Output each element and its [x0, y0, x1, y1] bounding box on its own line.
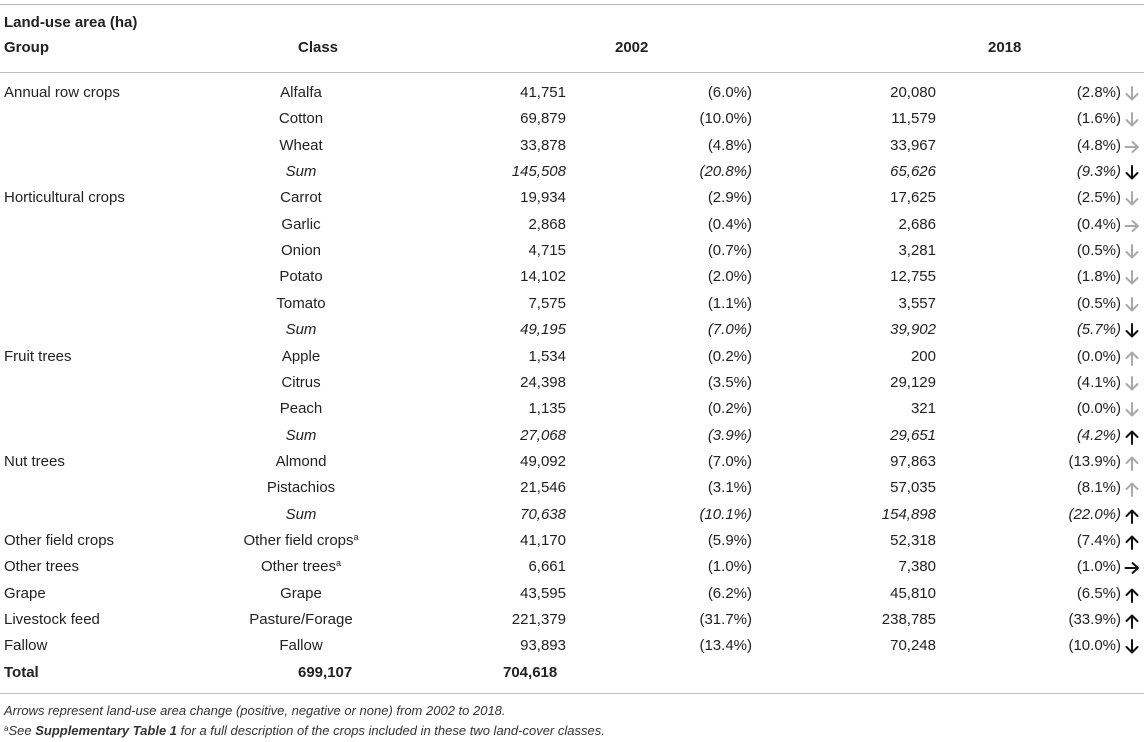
- share-2002: (3.1%): [707, 479, 752, 496]
- class-name: Pistachios: [266, 479, 336, 496]
- share-2018: (0.5%): [1076, 295, 1121, 312]
- share-2002: (3.5%): [707, 374, 752, 391]
- arrow-down-icon: [1123, 190, 1141, 208]
- area-2002: 4,715: [528, 242, 566, 259]
- area-2002: 93,893: [520, 637, 566, 654]
- row-class-label: [218, 532, 384, 550]
- area-2002: 27,068: [520, 427, 566, 444]
- row-group-label: Fruit trees: [4, 348, 72, 365]
- share-2002: (6.2%): [707, 585, 752, 602]
- row-group-label: Nut trees: [4, 453, 65, 470]
- area-2018: 17,625: [890, 189, 936, 206]
- share-2002: (0.7%): [707, 242, 752, 259]
- share-2002: (5.9%): [707, 532, 752, 549]
- share-2018: (13.9%): [1068, 453, 1121, 470]
- table-title: Land-use area (ha): [4, 14, 138, 31]
- class-name: Pasture/Forage: [249, 611, 353, 628]
- area-2018: 12,755: [890, 268, 936, 285]
- share-2002: (0.2%): [707, 348, 752, 365]
- arrow-up-icon: [1123, 349, 1141, 367]
- class-name: Sum: [285, 427, 317, 444]
- footnote-arrows: Arrows represent land-use area change (positive, negative or none) from 2002 to 2018.: [4, 703, 506, 718]
- total-label: Total: [4, 664, 39, 681]
- area-2002: 24,398: [520, 374, 566, 391]
- arrow-up-icon: [1123, 454, 1141, 472]
- bottom-rule: [0, 693, 1144, 694]
- row-class-label: [218, 295, 384, 313]
- arrow-up-icon: [1123, 428, 1141, 446]
- share-2018: (0.5%): [1076, 242, 1121, 259]
- arrow-down-icon: [1123, 85, 1141, 103]
- footnote-a-prefix: See: [8, 723, 36, 738]
- share-2002: (20.8%): [699, 163, 752, 180]
- arrow-down-icon: [1123, 638, 1141, 656]
- area-2002: 221,379: [511, 611, 566, 628]
- share-2002: (1.0%): [707, 558, 752, 575]
- share-2002: (1.1%): [707, 295, 752, 312]
- class-name: Citrus: [281, 374, 321, 391]
- footnote-a-suffix: for a full description of the crops included in these two land-cover classes.: [177, 723, 605, 738]
- area-2002: 7,575: [528, 295, 566, 312]
- class-name: Cotton: [278, 110, 324, 127]
- arrow-up-icon: [1123, 480, 1141, 498]
- arrow-down-icon: [1123, 296, 1141, 314]
- share-2018: (1.0%): [1076, 558, 1121, 575]
- row-class-label: [218, 242, 384, 260]
- area-2002: 6,661: [528, 558, 566, 575]
- area-2018: 97,863: [890, 453, 936, 470]
- header-2018: 2018: [988, 39, 1022, 56]
- share-2018: (33.9%): [1068, 611, 1121, 628]
- arrow-down-icon: [1123, 401, 1141, 419]
- class-name: Grape: [280, 585, 322, 602]
- area-2018: 321: [910, 400, 936, 417]
- area-2018: 29,651: [890, 427, 936, 444]
- class-name: Tomato: [276, 295, 326, 312]
- area-2018: 200: [910, 348, 936, 365]
- share-2002: (2.0%): [707, 268, 752, 285]
- area-2018: 2,686: [898, 216, 936, 233]
- area-2018: 65,626: [890, 163, 936, 180]
- class-name: Garlic: [281, 216, 321, 233]
- share-2002: (0.2%): [707, 400, 752, 417]
- class-name: Potato: [279, 268, 323, 285]
- class-name: Almond: [275, 453, 327, 470]
- row-class-label: [218, 348, 384, 366]
- share-2018: (2.5%): [1076, 189, 1121, 206]
- footnote-a: [4, 723, 605, 738]
- header-2002: 2002: [615, 39, 649, 56]
- row-group-label: Livestock feed: [4, 611, 100, 628]
- row-class-label: [218, 110, 384, 128]
- area-2018: 154,898: [881, 506, 936, 523]
- area-2002: 1,135: [528, 400, 566, 417]
- footnote-a-marker: a: [4, 724, 9, 733]
- row-class-label: [218, 400, 384, 418]
- area-2002: 2,868: [528, 216, 566, 233]
- header-rule: [0, 72, 1144, 73]
- share-2002: (10.0%): [699, 110, 752, 127]
- row-group-label: Annual row crops: [4, 84, 120, 101]
- area-2002: 33,878: [520, 137, 566, 154]
- share-2002: (3.9%): [707, 427, 752, 444]
- class-name: Fallow: [279, 637, 323, 654]
- share-2018: (4.8%): [1076, 137, 1121, 154]
- share-2002: (0.4%): [707, 216, 752, 233]
- share-2002: (6.0%): [707, 84, 752, 101]
- row-class-label: [218, 558, 384, 576]
- area-2002: 19,934: [520, 189, 566, 206]
- row-class-label: [218, 479, 384, 497]
- row-group-label: Fallow: [4, 637, 48, 654]
- footnote-marker: a: [336, 558, 342, 568]
- row-class-label: [218, 189, 384, 207]
- arrow-up-icon: [1123, 586, 1141, 604]
- top-rule: [0, 4, 1144, 5]
- share-2018: (1.8%): [1076, 268, 1121, 285]
- class-name: Carrot: [280, 189, 322, 206]
- area-2002: 43,595: [520, 585, 566, 602]
- area-2018: 45,810: [890, 585, 936, 602]
- share-2002: (4.8%): [707, 137, 752, 154]
- class-name: Peach: [279, 400, 323, 417]
- area-2018: 52,318: [890, 532, 936, 549]
- header-class: Class: [298, 39, 339, 56]
- area-2002: 14,102: [520, 268, 566, 285]
- class-name: Other field crops: [243, 532, 354, 549]
- class-name: Sum: [285, 163, 317, 180]
- share-2018: (0.0%): [1076, 400, 1121, 417]
- area-2018: 29,129: [890, 374, 936, 391]
- share-2018: (8.1%): [1076, 479, 1121, 496]
- row-class-label: [218, 427, 384, 445]
- row-class-label: [218, 506, 384, 524]
- area-2018: 70,248: [890, 637, 936, 654]
- arrow-down-icon: [1123, 111, 1141, 129]
- arrow-down-icon: [1123, 322, 1141, 340]
- header-group: Group: [4, 39, 49, 56]
- class-name: Onion: [280, 242, 322, 259]
- total-2018: 704,618: [503, 664, 558, 681]
- total-2002: 699,107: [298, 664, 353, 681]
- share-2002: (7.0%): [707, 321, 752, 338]
- row-class-label: [218, 137, 384, 155]
- footnote-marker: a: [353, 532, 359, 542]
- arrow-right-icon: [1123, 138, 1141, 156]
- area-2002: 145,508: [511, 163, 566, 180]
- class-name: Sum: [285, 321, 317, 338]
- row-group-label: Other field crops: [4, 532, 115, 549]
- area-2002: 1,534: [528, 348, 566, 365]
- area-2018: 20,080: [890, 84, 936, 101]
- class-name: Apple: [281, 348, 321, 365]
- share-2002: (7.0%): [707, 453, 752, 470]
- area-2018: 57,035: [890, 479, 936, 496]
- area-2002: 41,751: [520, 84, 566, 101]
- arrow-down-icon: [1123, 164, 1141, 182]
- supplementary-table-link[interactable]: Supplementary Table 1: [35, 723, 178, 738]
- area-2018: 39,902: [890, 321, 936, 338]
- row-class-label: [218, 84, 384, 102]
- share-2002: (13.4%): [699, 637, 752, 654]
- area-2002: 49,092: [520, 453, 566, 470]
- area-2018: 3,281: [898, 242, 936, 259]
- area-2018: 33,967: [890, 137, 936, 154]
- arrow-down-icon: [1123, 269, 1141, 287]
- row-group-label: Horticultural crops: [4, 189, 125, 206]
- row-class-label: [218, 374, 384, 392]
- arrow-right-icon: [1123, 217, 1141, 235]
- share-2002: (2.9%): [707, 189, 752, 206]
- row-class-label: [218, 637, 384, 655]
- class-name: Wheat: [279, 137, 323, 154]
- share-2018: (4.2%): [1076, 427, 1121, 444]
- class-name: Alfalfa: [280, 84, 322, 101]
- share-2018: (9.3%): [1076, 163, 1121, 180]
- area-2018: 7,380: [898, 558, 936, 575]
- row-group-label: Grape: [4, 585, 46, 602]
- share-2002: (31.7%): [699, 611, 752, 628]
- arrow-up-icon: [1123, 612, 1141, 630]
- class-name: Other trees: [260, 558, 336, 575]
- share-2018: (10.0%): [1068, 637, 1121, 654]
- area-2002: 41,170: [520, 532, 566, 549]
- class-name: Sum: [285, 506, 317, 523]
- arrow-right-icon: [1123, 559, 1141, 577]
- area-2002: 21,546: [520, 479, 566, 496]
- share-2018: (0.0%): [1076, 348, 1121, 365]
- row-class-label: [218, 163, 384, 181]
- share-2018: (1.6%): [1076, 110, 1121, 127]
- row-class-label: [218, 268, 384, 286]
- row-group-label: Other trees: [4, 558, 80, 575]
- row-class-label: [218, 585, 384, 603]
- arrow-down-icon: [1123, 375, 1141, 393]
- row-class-label: [218, 453, 384, 471]
- share-2018: (22.0%): [1068, 506, 1121, 523]
- arrow-up-icon: [1123, 507, 1141, 525]
- arrow-up-icon: [1123, 533, 1141, 551]
- share-2018: (5.7%): [1076, 321, 1121, 338]
- row-class-label: [218, 611, 384, 629]
- share-2018: (4.1%): [1076, 374, 1121, 391]
- row-class-label: [218, 321, 384, 339]
- area-2002: 70,638: [520, 506, 566, 523]
- arrow-down-icon: [1123, 243, 1141, 261]
- area-2018: 3,557: [898, 295, 936, 312]
- area-2018: 238,785: [881, 611, 936, 628]
- row-class-label: [218, 216, 384, 234]
- area-2018: 11,579: [891, 110, 936, 127]
- share-2018: (6.5%): [1076, 585, 1121, 602]
- area-2002: 69,879: [520, 110, 566, 127]
- share-2018: (0.4%): [1076, 216, 1121, 233]
- share-2002: (10.1%): [699, 506, 752, 523]
- share-2018: (7.4%): [1076, 532, 1121, 549]
- share-2018: (2.8%): [1076, 84, 1121, 101]
- area-2002: 49,195: [520, 321, 566, 338]
